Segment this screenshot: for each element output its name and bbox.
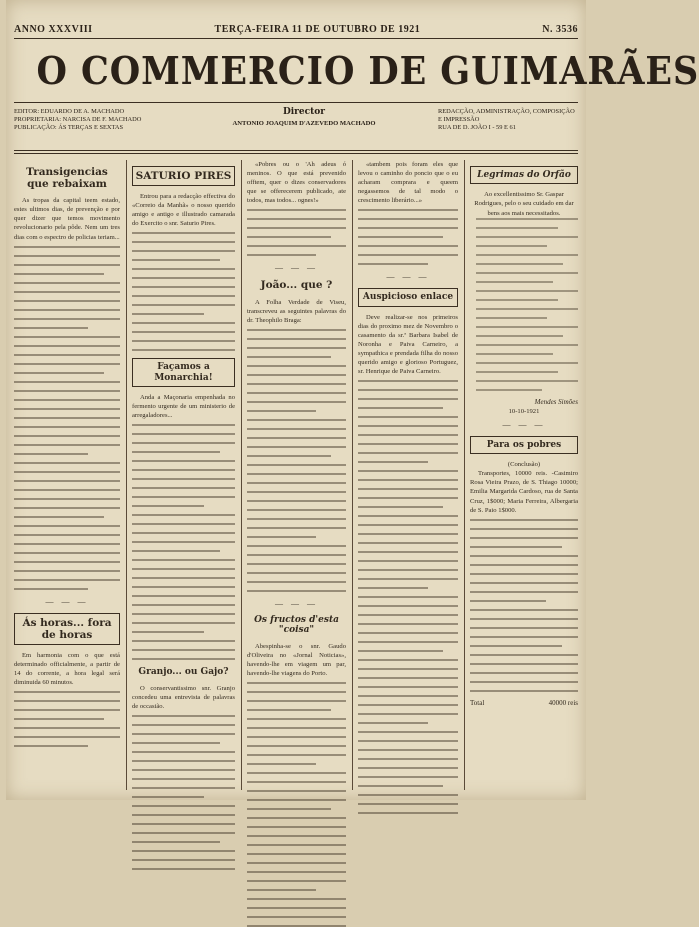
publication-line: PUBLICAÇÃO: ÁS TERÇAS E SEXTAS	[14, 124, 124, 131]
column-divider	[352, 160, 353, 790]
article-heading: Granjo... ou Gajo?	[138, 667, 229, 678]
printing-line: E IMPRESSÃO	[438, 116, 480, 123]
article-text: Anda a Maçonaria empenhada no fermento urgente de um ministerio de arregaladores...	[132, 394, 235, 420]
article-heading: Legrimas do Orfão	[470, 166, 578, 184]
donation-total	[470, 699, 578, 708]
article-body-lines	[132, 232, 235, 351]
masthead-left	[14, 108, 164, 132]
article-heading: Os fructos d'esta "coisa"	[254, 614, 339, 636]
issue-number: N. 3536	[542, 23, 578, 35]
masthead-rule-double	[14, 153, 578, 154]
year-label: ANNO XXXVIII	[14, 23, 93, 35]
article-text: As tropas da capital teem estado, estes ultimos dias, de prevenção e por quer dizer que temos movimento revolucionario pela pôde. Nem um tres dias com o espectro de policias teriam...	[14, 197, 120, 241]
article-text: Entrou para a redacção effectiva do «Correio da Manhã» o nosso querido amigo e antigo e illustrado camarada do Exercito o snr. Saturio Pires.	[132, 193, 235, 228]
separator: — — —	[275, 598, 318, 608]
poem-signature: Mendes Simões	[534, 397, 578, 406]
column-4	[358, 160, 458, 790]
editor-line: EDITOR: EDUARDO DE A. MACHADO	[14, 108, 125, 115]
article-text: O conservantissimo snr. Granjo concedeu uma entrevista de palavras de occasião.	[132, 684, 235, 710]
article-text: «tambem pois foram eles que levou o caminho do poncio que o eu acharam comprara e queem negassemos de tal modo o crescimento liberário...»	[358, 161, 458, 205]
poem-body	[470, 218, 578, 391]
poem-dedication: Ao excellentissimo Sr. Gaspar Rodrigues, pelo o seu cuidado em dar bens aos mais necessitados.	[474, 191, 574, 217]
separator: — — —	[502, 419, 546, 429]
article-body-lines	[132, 424, 235, 660]
article-text: A Folha Verdade de Viseu, transcreveu as seguintes palavras do dr. Theophilo Braga:	[247, 298, 346, 324]
article-body-lines	[358, 209, 458, 265]
redaction-line: REDACÇÃO, ADMINISTRAÇÃO, COMPOSIÇÃO	[438, 108, 575, 115]
article-text: Deve realizar-se nos primeiros dias do proximo mez de Novembro o casamento da sr.ª Barbara Isabel de Noronha e Paiva Carneiro, a sympathica e prendada filha do nosso querido amigo e glorioso Portuguez, sr. Henrique de Paiva Carneiro.	[358, 313, 458, 376]
article-body-lines	[247, 329, 346, 592]
date-label: TERÇA-FEIRA 11 DE OUTUBRO DE 1921	[214, 23, 421, 35]
column-2	[132, 160, 235, 790]
total-value: 40000 reis	[548, 698, 578, 707]
masthead-right	[438, 108, 578, 132]
article-body-lines	[132, 715, 235, 870]
poem-date: 10-10-1921	[508, 407, 540, 415]
column-5	[470, 160, 578, 790]
newspaper-title: O COMMERCIO DE GUIMARÃES	[36, 48, 699, 93]
article-text: Abespinha-se o snr. Gaudo d'Oliveira no «Jornal Noticias», havendo-lhe em viagem um par, havendo-lhe viagens do Porto.	[247, 642, 346, 677]
separator: — — —	[45, 596, 89, 606]
title-rule	[14, 102, 578, 103]
column-divider	[126, 160, 127, 790]
article-heading: Transigencias que rebaixam	[26, 166, 108, 191]
article-heading: Ás horas... fora de horas	[14, 613, 120, 645]
article-body-lines	[470, 519, 578, 692]
newspaper-page	[6, 0, 699, 800]
director-label: Director	[282, 107, 326, 117]
column-divider	[241, 160, 242, 790]
masthead-rule	[14, 150, 578, 151]
column-3	[247, 160, 346, 790]
address-line: RUA DE D. JOÃO I - 59 E 61	[438, 124, 516, 131]
masthead-info	[14, 108, 578, 148]
article-heading: Façamos a Monarchia!	[132, 358, 235, 387]
masthead-director	[214, 108, 394, 128]
article-heading: SATURIO PIRES	[132, 166, 235, 186]
article-heading: João... que ?	[260, 279, 333, 292]
separator: — — —	[386, 272, 430, 282]
owner-line: PROPRIETARIA: NARCISA DE F. MACHADO	[14, 116, 142, 123]
article-body-lines	[358, 380, 458, 814]
column-1	[14, 160, 120, 790]
article-text: Transportes, 10000 reis. -Casimiro Rosa Vieira Prazo, de S. Thiago 10000; Emilia Margarida Cardoso, rua de Santa Cruz, 1$000; Maria Ferreira, Albergaria de S. Paio 1$000.	[470, 470, 578, 514]
header-bar	[14, 22, 578, 36]
article-body-lines	[14, 691, 120, 747]
total-label: Total	[470, 698, 485, 707]
article-text: Em harmonia com o que está determinado officialmente, a partir de 14 do corrente, a hora legal será diminuida 60 minutos.	[14, 651, 120, 686]
director-name: ANTONIO JOAQUIM D'AZEVEDO MACHADO	[232, 120, 376, 127]
article-subtitle: (Conclusão)	[507, 461, 541, 469]
article-body-lines	[247, 682, 346, 927]
article-heading: Auspicioso enlace	[358, 288, 458, 306]
article-heading: Para os pobres	[470, 436, 578, 454]
article-body-lines	[14, 246, 120, 590]
article-text: «Pobres ou o 'Ah adeus ó meninos. O que está prevenido offtem, quer o dizes conservadores que se offerecerem publicado, ate todos, mas todos... ognes!»	[247, 161, 346, 205]
separator: — — —	[275, 263, 318, 273]
header-rule	[14, 38, 578, 39]
article-body-lines	[247, 209, 346, 256]
column-divider	[464, 160, 465, 790]
